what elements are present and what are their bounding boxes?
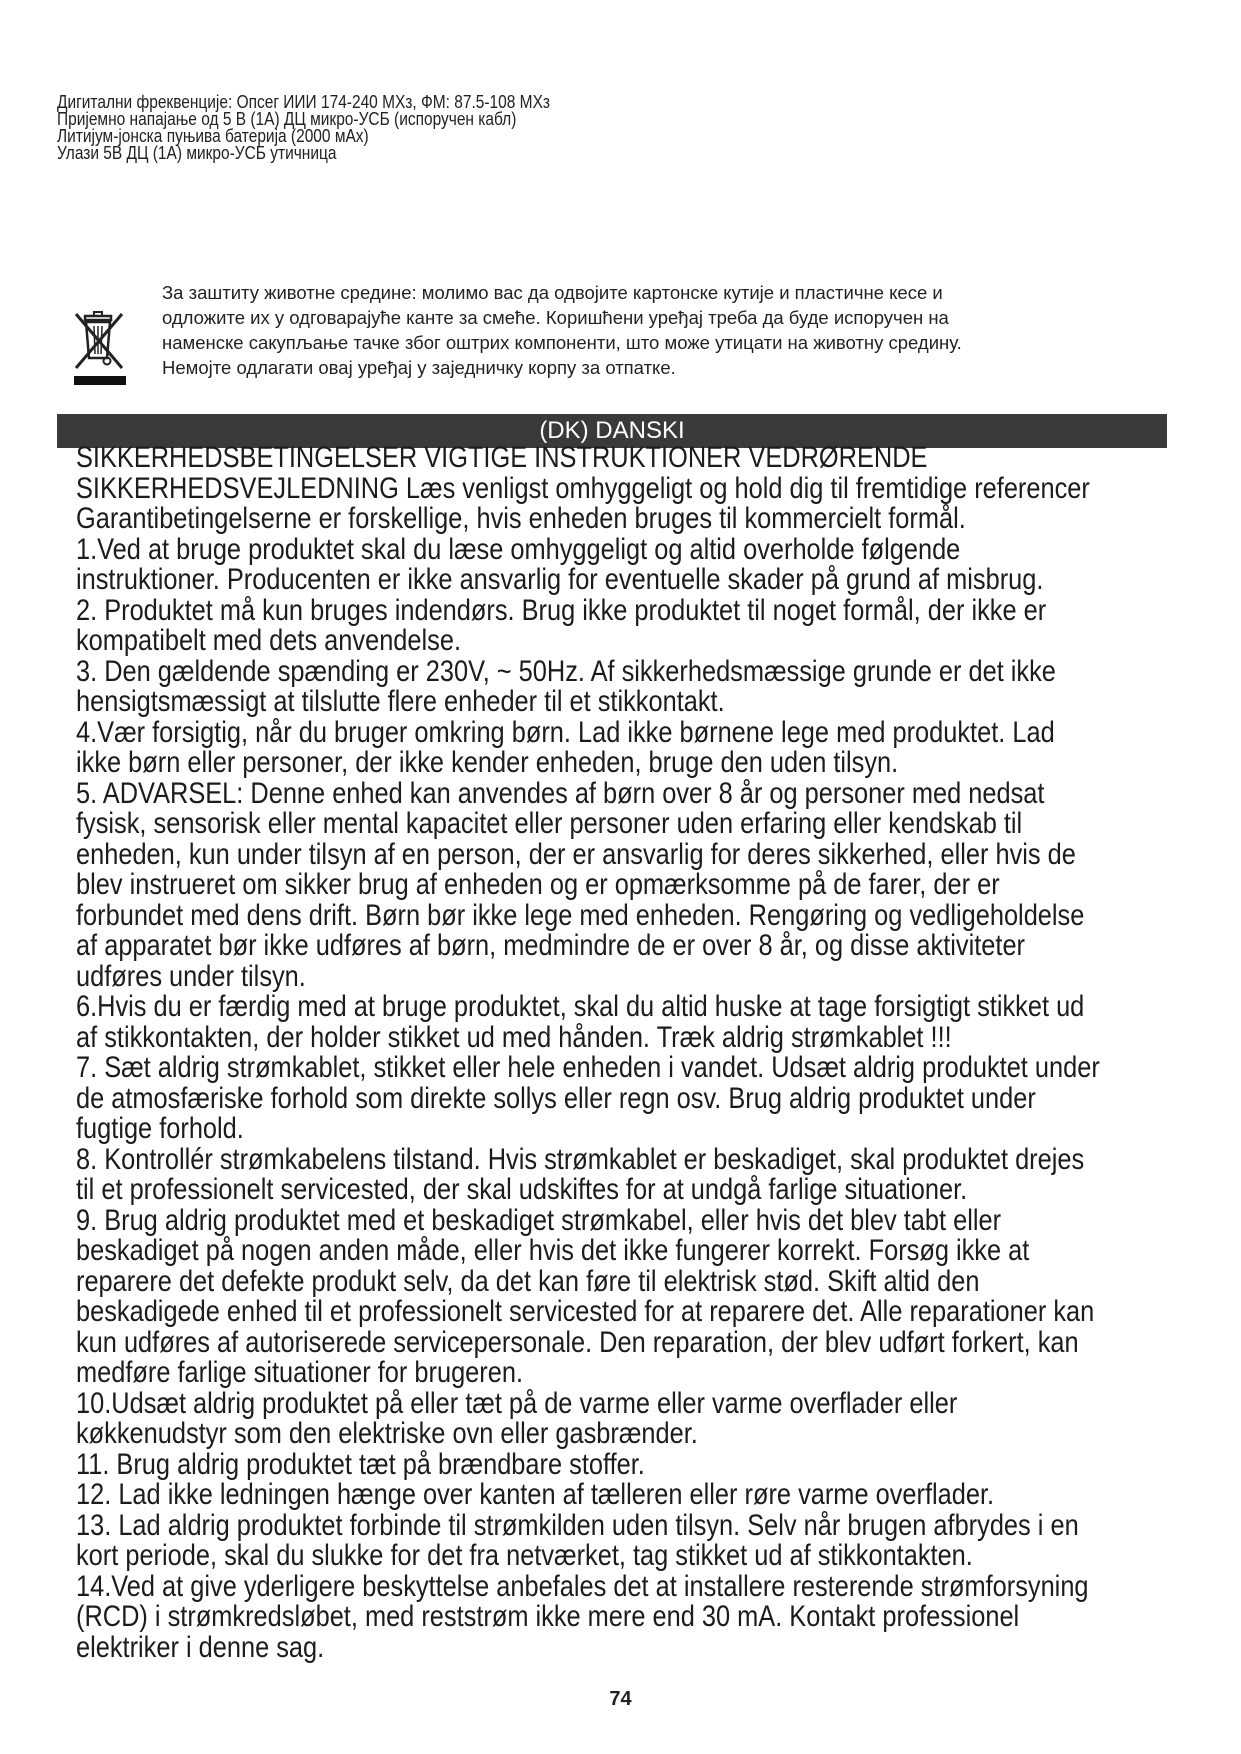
instruction-line: til et professionelt servicested, der skal udskiftes for at undgå farlige situationer.	[76, 1173, 968, 1206]
instruction-line: udføres under tilsyn.	[76, 959, 306, 993]
instruction-line: 4.Vær forsigtig, når du bruger omkring børn. Lad ikke børnene lege med produktet. Lad	[76, 715, 1055, 749]
spec-line: Литијум-јонска пуњива батерија (2000 мАх)	[57, 126, 369, 146]
crossed-out-wheelie-bin-icon	[70, 308, 130, 390]
spec-line: Пријемно напајање од 5 В (1А) ДЦ микро-УСБ (испоручен кабл)	[57, 109, 517, 129]
instruction-line: de atmosfæriske forhold som direkte sollys eller regn osv. Brug aldrig produktet under	[76, 1081, 1036, 1115]
instruction-line: 6.Hvis du er færdig med at bruge produktet, skal du altid huske at tage forsigtigt stikket ud	[76, 990, 1085, 1023]
instruction-line: 1.Ved at bruge produktet skal du læse omhyggeligt og altid overholde følgende	[76, 532, 961, 566]
instruction-line: kort periode, skal du slukke for det fra netværket, tag stikket ud af stikkontakten.	[76, 1539, 973, 1572]
instruction-line: 9. Brug aldrig produktet med et beskadiget strømkabel, eller hvis det blev tabt eller	[76, 1203, 1002, 1237]
instruction-line: Garantibetingelserne er forskellige, hvis enheden bruges til kommercielt formål.	[76, 502, 966, 535]
instruction-line: beskadigede enhed til et professionelt servicested for at reparere det. Alle reparationer kan	[76, 1295, 1095, 1328]
spec-line: Улази 5В ДЦ (1А) микро-УСБ утичница	[57, 143, 337, 163]
environment-line: Немојте одлагати овај уређај у заједничку корпу за отпатке.	[162, 357, 676, 378]
instruction-line: SIKKERHEDSBETINGELSER VIGTIGE INSTRUKTIONER VEDRØRENDE	[76, 441, 928, 474]
instruction-line: forbundet med dens drift. Børn bør ikke lege med enheden. Rengøring og vedligeholdelse	[76, 898, 1085, 932]
instruction-line: af stikkontakten, der holder stikket ud med hånden. Træk aldrig strømkablet !!!	[76, 1020, 952, 1054]
instruction-line: 3. Den gældende spænding er 230V, ~ 50Hz. Af sikkerhedsmæssige grunde er det ikke	[76, 654, 1056, 688]
instruction-line: 12. Lad ikke ledningen hænge over kanten af tælleren eller røre varme overflader.	[76, 1478, 995, 1511]
instruction-line: 2. Produktet må kun bruges indendørs. Brug ikke produktet til noget formål, der ikke er	[76, 593, 1047, 627]
instruction-line: 14.Ved at give yderligere beskyttelse anbefales det at installere resterende strømforsyning	[76, 1569, 1089, 1603]
instruction-line: blev instrueret om sikker brug af enheden og er opmærksomme på de farer, der er	[76, 868, 1000, 901]
environment-text	[162, 280, 1162, 380]
instruction-line: instruktioner. Producenten er ikke ansvarlig for eventuelle skader på grund af misbrug.	[76, 563, 1044, 596]
instruction-line: reparere det defekte produkt selv, da det kan føre til elektrisk stød. Skift altid den	[76, 1264, 980, 1298]
instruction-line: kun udføres af autoriserede servicepersonale. Den reparation, der blev udført forkert, kan	[76, 1325, 1079, 1359]
instruction-line: hensigtsmæssigt at tilslutte flere enheder til et stikkontakt.	[76, 685, 725, 718]
instruction-line: enheden, kun under tilsyn af en person, der er ansvarlig for deres sikkerhed, eller hvis de	[76, 837, 1076, 871]
environment-line: наменске сакупљање тачке због оштрих компоненти, што може утицати на животну средину.	[162, 332, 962, 353]
specifications-block	[57, 94, 659, 162]
instruction-line: kompatibelt med dets anvendelse.	[76, 624, 462, 657]
instruction-line: ikke børn eller personer, der ikke kender enheden, bruge den uden tilsyn.	[76, 746, 899, 779]
instruction-line: beskadiget på nogen anden måde, eller hvis det ikke fungerer korrekt. Forsøg ikke at	[76, 1234, 1030, 1267]
instruction-line: medføre farlige situationer for brugeren.	[76, 1356, 524, 1389]
environment-line: одложите их у одговарајуће канте за смеће. Коришћени уређај треба да буде испоручен на	[162, 307, 949, 328]
instruction-line: 5. ADVARSEL: Denne enhed kan anvendes af børn over 8 år og personer med nedsat	[76, 776, 1045, 810]
instruction-line: 11. Brug aldrig produktet tæt på brændbare stoffer.	[76, 1447, 645, 1481]
instruction-line: SIKKERHEDSVEJLEDNING Læs venligst omhyggeligt og hold dig til fremtidige referencer	[76, 471, 1090, 505]
instruction-line: fysisk, sensorisk eller mental kapacitet eller personer uden erfaring eller kendskab til	[76, 807, 1023, 840]
instruction-line: elektriker i denne sag.	[76, 1630, 325, 1664]
instruction-line: 13. Lad aldrig produktet forbinde til strømkilden uden tilsyn. Selv når brugen afbrydes i en	[76, 1508, 1079, 1542]
instruction-line: af apparatet bør ikke udføres af børn, medmindre de er over 8 år, og disse aktiviteter	[76, 929, 1025, 962]
instruction-line: 10.Udsæt aldrig produktet på eller tæt på de varme eller varme overflader eller	[76, 1386, 958, 1420]
instruction-line: 8. Kontrollér strømkabelens tilstand. Hvis strømkablet er beskadiget, skal produktet drejes	[76, 1142, 1085, 1176]
instruction-line: 7. Sæt aldrig strømkablet, stikket eller hele enheden i vandet. Udsæt aldrig produktet under	[76, 1051, 1100, 1084]
spec-line: Дигитални фреквенције: Опсег ИИИ 174-240 МХз, ФМ: 87.5-108 МХз	[57, 92, 551, 112]
page-number: 74	[609, 1688, 632, 1710]
instruction-line: køkkenudstyr som den elektriske ovn eller gasbrænder.	[76, 1417, 698, 1450]
section-title: (DK) DANSKI	[539, 417, 685, 444]
instruction-line: fugtige forhold.	[76, 1112, 244, 1145]
environment-line: За заштиту животне средине: молимо вас да одвојите картонске кутије и пластичне кесе и	[162, 282, 943, 303]
environment-notice	[70, 280, 1170, 400]
safety-instructions	[76, 443, 1185, 1663]
instruction-line: (RCD) i strømkredsløbet, med reststrøm ikke mere end 30 mA. Kontakt professionel	[76, 1600, 1020, 1633]
